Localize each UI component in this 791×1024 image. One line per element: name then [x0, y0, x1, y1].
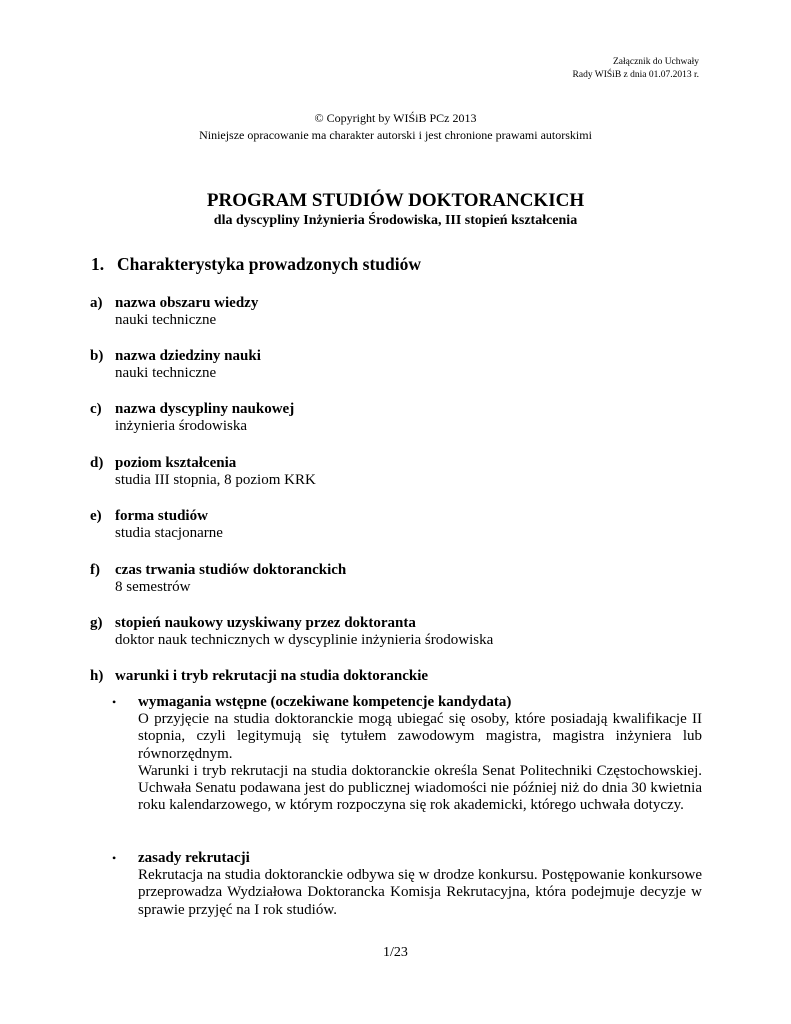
list-item-e	[90, 508, 702, 542]
bullet-paragraph: Rekrutacja na studia doktoranckie odbywa się w drodze konkursu. Postępowanie konkursowe przeprowadza Wydziałowa Doktorancka Komisja Rekrutacyjna, która podejmuje decyzje w sprawie przyjęć na I rok studiów.	[138, 867, 702, 918]
section-number: 1.	[91, 254, 105, 274]
annex-note	[573, 56, 699, 82]
item-label: nazwa dziedziny nauki	[115, 348, 261, 364]
copyright-notice	[0, 110, 791, 144]
item-letter: e)	[90, 508, 102, 524]
bullet-label: zasady rekrutacji	[138, 850, 250, 866]
section-heading-text: Charakterystyka prowadzonych studiów	[117, 254, 422, 274]
bullet-label: wymagania wstępne (oczekiwane kompetencje kandydata)	[138, 694, 512, 710]
item-label: warunki i tryb rekrutacji na studia doktoranckie	[115, 668, 429, 684]
item-value: studia III stopnia, 8 poziom KRK	[115, 472, 316, 488]
item-value: nauki techniczne	[115, 312, 217, 328]
page-number: 1/23	[383, 945, 408, 960]
document-subtitle: dla dyscypliny Inżynieria Środowiska, III stopień kształcenia	[213, 213, 578, 228]
item-letter: h)	[90, 668, 104, 684]
bullet-recruitment-rules	[112, 850, 702, 919]
item-value: studia stacjonarne	[115, 525, 223, 541]
annex-line-2: Rady WIŚiB z dnia 01.07.2013 r.	[572, 70, 699, 80]
bullet-dot-icon: •	[112, 695, 117, 709]
list-item-c	[90, 401, 702, 435]
item-value: inżynieria środowiska	[115, 418, 248, 434]
item-label: poziom kształcenia	[115, 455, 237, 471]
list-item-b	[90, 348, 702, 382]
annex-line-1: Załącznik do Uchwały	[613, 57, 699, 67]
item-label: czas trwania studiów doktoranckich	[115, 562, 347, 578]
item-letter: g)	[90, 615, 103, 631]
item-value: nauki techniczne	[115, 365, 217, 381]
list-item-g	[90, 615, 702, 649]
item-value: doktor nauk technicznych w dyscyplinie inżynieria środowiska	[115, 632, 494, 648]
list-item-a	[90, 295, 702, 329]
copyright-line-1: © Copyright by WIŚiB PCz 2013	[314, 111, 477, 125]
item-letter: a)	[90, 295, 103, 311]
list-item-d	[90, 455, 702, 489]
item-label: nazwa dyscypliny naukowej	[115, 401, 295, 417]
section-heading	[91, 253, 421, 275]
bullet-dot-icon: •	[112, 851, 117, 865]
document-title: PROGRAM STUDIÓW DOKTORANCKICH	[206, 190, 585, 211]
list-item-h	[90, 668, 702, 685]
bullet-paragraph: Warunki i tryb rekrutacji na studia doktoranckie określa Senat Politechniki Częstochowskiej. Uchwała Senatu podawana jest do publicznej wiadomości nie później niż do dnia 30 kwietnia roku kalendarzowego, w którym rozpoczyna się rok akademicki, którego uchwała dotyczy.	[138, 762, 702, 814]
list-item-f	[90, 562, 702, 596]
bullet-requirements	[112, 694, 702, 814]
item-label: forma studiów	[115, 508, 208, 524]
item-letter: d)	[90, 455, 104, 471]
item-letter: c)	[90, 401, 102, 417]
item-label: nazwa obszaru wiedzy	[115, 295, 259, 311]
item-value: 8 semestrów	[115, 579, 191, 595]
bullet-paragraph: O przyjęcie na studia doktoranckie mogą ubiegać się osoby, które posiadają kwalifikacje II stopnia, czyli legitymują się tytułem zawodowym magistra, magistra inżyniera lub równorzędnym.	[138, 711, 702, 762]
item-label: stopień naukowy uzyskiwany przez doktoranta	[115, 615, 416, 631]
item-letter: f)	[90, 562, 100, 578]
copyright-line-2: Niniejsze opracowanie ma charakter autorski i jest chronione prawami autorskimi	[199, 128, 592, 142]
item-letter: b)	[90, 348, 104, 364]
